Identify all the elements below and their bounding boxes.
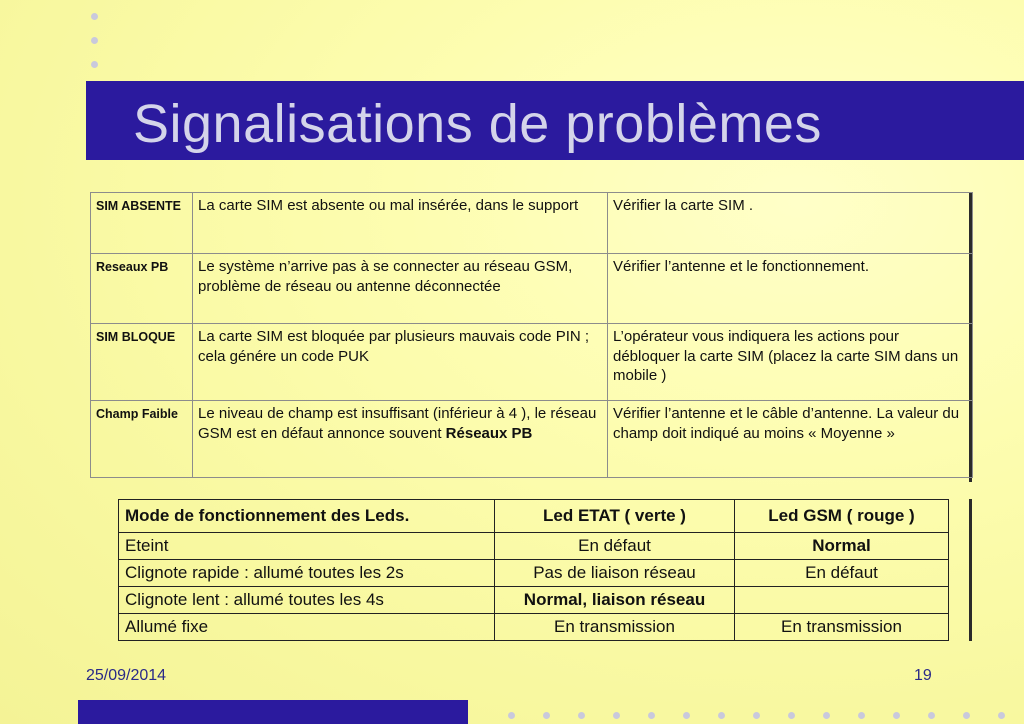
table-row [119, 587, 949, 614]
decorative-dot [91, 61, 98, 68]
decorative-dot [753, 712, 760, 719]
decorative-dot [613, 712, 620, 719]
table-row [91, 401, 973, 478]
problem-code: Reseaux PB [91, 254, 193, 324]
decorative-dot [683, 712, 690, 719]
title-bar [86, 81, 1024, 160]
problem-code: SIM ABSENTE [91, 193, 193, 254]
problem-description-cell [193, 401, 608, 478]
decorative-dot [718, 712, 725, 719]
led-etat-value: En transmission [495, 614, 735, 641]
table-row [91, 254, 973, 324]
led-etat-value: Pas de liaison réseau [495, 560, 735, 587]
table-row [91, 193, 973, 254]
decorative-dot [788, 712, 795, 719]
led-mode: Allumé fixe [119, 614, 495, 641]
decorative-dot [963, 712, 970, 719]
decorative-dot [858, 712, 865, 719]
problem-action: Vérifier l’antenne et le câble d’antenne. La valeur du champ doit indiqué au moins « Moyenne » [608, 401, 973, 478]
table-header-row [119, 500, 949, 533]
led-gsm-value: Normal [735, 533, 949, 560]
problem-action: Vérifier la carte SIM . [608, 193, 973, 254]
problems-table [90, 192, 973, 478]
decorative-dot [543, 712, 550, 719]
decorative-dot [823, 712, 830, 719]
decorative-dot [91, 13, 98, 20]
problem-action: Vérifier l’antenne et le fonctionnement. [608, 254, 973, 324]
led-mode: Eteint [119, 533, 495, 560]
header-mode: Mode de fonctionnement des Leds. [119, 500, 495, 533]
problem-description: Le système n’arrive pas à se connecter au réseau GSM, problème de réseau ou antenne déconnectée [193, 254, 608, 324]
decorative-dot [508, 712, 515, 719]
table-row [119, 560, 949, 587]
led-mode: Clignote rapide : allumé toutes les 2s [119, 560, 495, 587]
led-etat-value: En défaut [495, 533, 735, 560]
decorative-dot [578, 712, 585, 719]
decorative-dot [928, 712, 935, 719]
led-mode: Clignote lent : allumé toutes les 4s [119, 587, 495, 614]
slide-title: Signalisations de problèmes [133, 94, 822, 154]
slide-date: 25/09/2014 [86, 667, 167, 684]
table-row [119, 614, 949, 641]
problem-description-emphasis: Réseaux PB [445, 424, 533, 442]
problem-description: La carte SIM est bloquée par plusieurs mauvais code PIN ; cela génére un code PUK [193, 324, 608, 401]
footer-bar [78, 700, 468, 724]
led-gsm-value: En défaut [735, 560, 949, 587]
led-gsm-value [735, 587, 949, 614]
problem-description: La carte SIM est absente ou mal insérée, dans le support [193, 193, 608, 254]
led-etat-value: Normal, liaison réseau [495, 587, 735, 614]
page-number: 19 [914, 667, 932, 684]
decorative-dot [91, 37, 98, 44]
table-row [91, 324, 973, 401]
problem-code: Champ Faible [91, 401, 193, 478]
problem-description: Le niveau de champ est insuffisant (inférieur à 4 ), le réseau GSM est en défaut annonce souvent [198, 405, 597, 442]
table-row [119, 533, 949, 560]
decorative-dot [648, 712, 655, 719]
header-led-gsm: Led GSM ( rouge ) [735, 500, 949, 533]
problem-action: L’opérateur vous indiquera les actions pour débloquer la carte SIM (placez la carte SIM dans un mobile ) [608, 324, 973, 401]
header-led-etat: Led ETAT ( verte ) [495, 500, 735, 533]
divider [969, 499, 972, 641]
decorative-dot [893, 712, 900, 719]
led-gsm-value: En transmission [735, 614, 949, 641]
problem-code: SIM BLOQUE [91, 324, 193, 401]
leds-table [118, 499, 949, 641]
decorative-dot [998, 712, 1005, 719]
